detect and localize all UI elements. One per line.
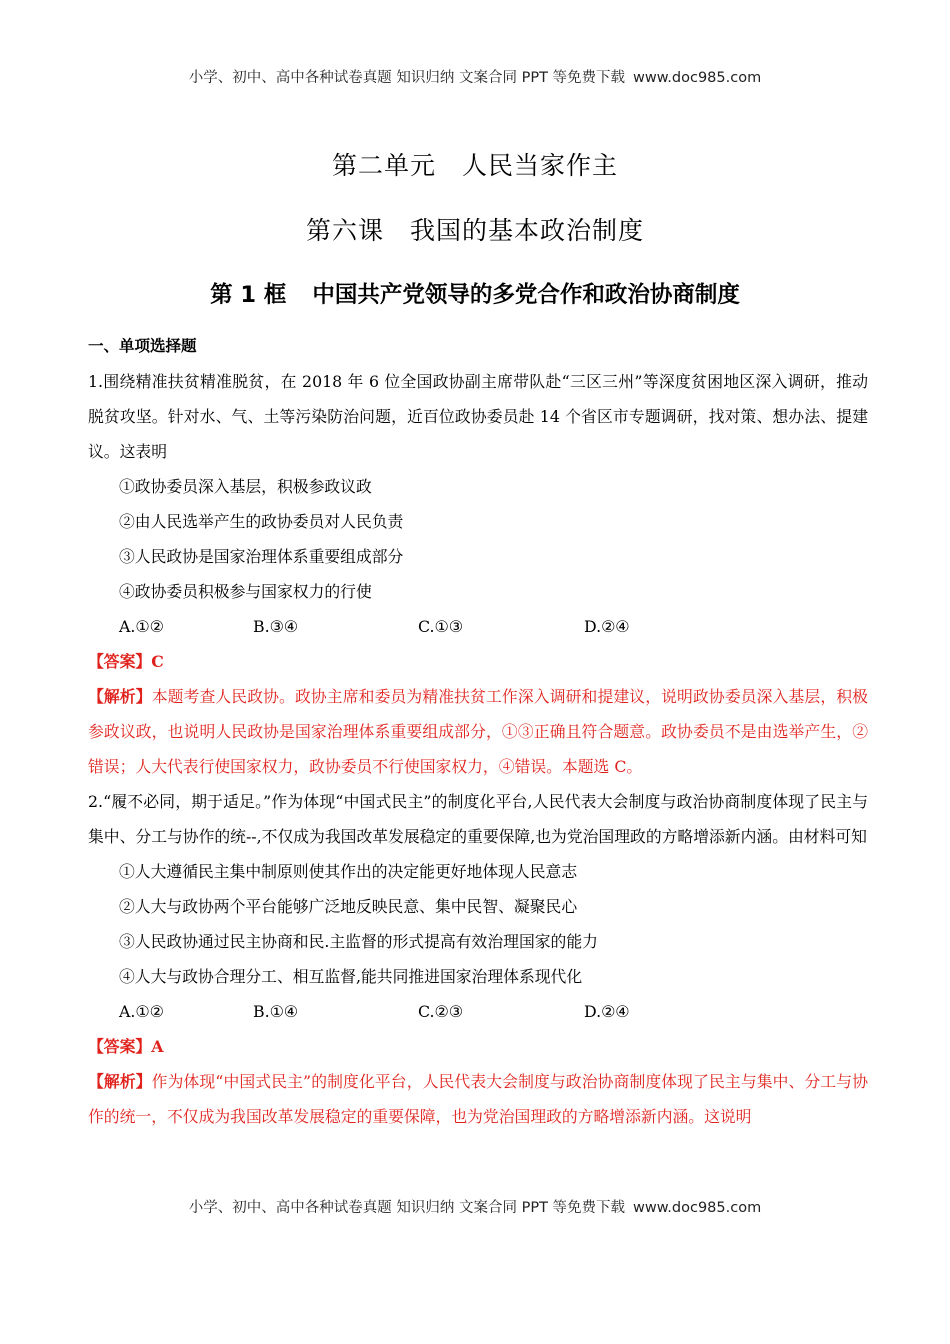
question-2-choice-b: B.①④ xyxy=(253,1002,298,1021)
analysis-tag: 【解析】 xyxy=(88,1072,152,1091)
question-1-stem: 1.围绕精准扶贫精准脱贫，在 2018 年 6 位全国政协副主席带队赴“三区三州”等深度贫困地区深入调研，推动脱贫攻坚。针对水、气、土等污染防治问题，近百位政协委员赴 14 个省区市专题调研，找对策、想办法、提建议。这表明 xyxy=(88,372,868,461)
banner-text: 小学、初中、高中各种试卷真题 知识归纳 文案合同 PPT 等免费下载 xyxy=(188,1200,626,1216)
question-2-choices xyxy=(88,994,868,1029)
unit-title xyxy=(0,146,950,182)
analysis-text: 本题考查人民政协。政协主席和委员为精准扶贫工作深入调研和提建议，说明政协委员深入基层，积极参政议政，也说明人民政协是国家治理体系重要组成部分，①③正确且符合题意。政协委员不是由选举产生，②错误；人大代表行使国家权力，政协委员不行使国家权力，④错误。本题选 C。 xyxy=(88,687,868,776)
section-heading: 一、单项选择题 xyxy=(88,337,197,355)
answer-tag: 【答案】 xyxy=(88,652,152,671)
question-1-option-2: ②由人民选举产生的政协委员对人民负责 xyxy=(119,512,404,531)
lesson-title xyxy=(0,211,950,247)
question-1-choice-c: C.①③ xyxy=(418,617,463,636)
question-1-option-4: ④政协委员积极参与国家权力的行使 xyxy=(119,582,372,601)
question-1-choices xyxy=(88,609,868,644)
question-2-analysis xyxy=(88,1064,868,1134)
question-2-choice-a: A.①② xyxy=(119,1002,164,1021)
question-2-stem: 2.“履不必同，期于适足。”作为体现“中国式民主”的制度化平台,人民代表大会制度与政治协商制度体现了民主与集中、分工与协作的统--,不仅成为我国改革发展稳定的重要保障,也为党治国理政的方略增添新内涵。由材料可知 xyxy=(88,792,868,846)
question-1-option-3: ③人民政协是国家治理体系重要组成部分 xyxy=(119,547,404,566)
answer-value: C xyxy=(151,652,164,671)
footer-banner xyxy=(0,1196,950,1217)
unit-name: 人民当家作主 xyxy=(462,151,619,180)
question-2-choice-c: C.②③ xyxy=(418,1002,463,1021)
unit-number: 第二单元 xyxy=(331,151,436,180)
frame-name: 中国共产党领导的多党合作和政治协商制度 xyxy=(312,282,740,308)
answer-tag: 【答案】 xyxy=(88,1037,152,1056)
question-1-choice-d: D.②④ xyxy=(584,617,630,636)
question-list xyxy=(88,364,868,1134)
header-banner xyxy=(0,66,950,87)
question-2-option-2: ②人大与政协两个平台能够广泛地反映民意、集中民智、凝聚民心 xyxy=(119,897,578,916)
question-2-option-3: ③人民政协通过民主协商和民.主监督的形式提高有效治理国家的能力 xyxy=(119,932,598,951)
banner-text: 小学、初中、高中各种试卷真题 知识归纳 文案合同 PPT 等免费下载 xyxy=(188,70,626,86)
banner-url[interactable]: www.doc985.com xyxy=(633,1200,762,1216)
frame-title xyxy=(0,277,950,309)
question-1-choice-b: B.③④ xyxy=(253,617,298,636)
question-1-analysis xyxy=(88,679,868,784)
lesson-number: 第六课 xyxy=(305,216,384,245)
analysis-text: 作为体现“中国式民主”的制度化平台，人民代表大会制度与政治协商制度体现了民主与集中、分工与协作的统一，不仅成为我国改革发展稳定的重要保障，也为党治国理政的方略增添新内涵。这说明 xyxy=(88,1072,868,1126)
lesson-name: 我国的基本政治制度 xyxy=(410,216,645,245)
question-2-option-4: ④人大与政协合理分工、相互监督,能共同推进国家治理体系现代化 xyxy=(119,967,583,986)
question-1-answer xyxy=(88,644,868,679)
question-2-answer xyxy=(88,1029,868,1064)
question-2-choice-d: D.②④ xyxy=(584,1002,630,1021)
banner-url[interactable]: www.doc985.com xyxy=(633,70,762,86)
question-1-choice-a: A.①② xyxy=(119,617,164,636)
answer-value: A xyxy=(151,1037,164,1056)
frame-number: 第 1 框 xyxy=(210,282,287,308)
question-2-option-1: ①人大遵循民主集中制原则使其作出的决定能更好地体现人民意志 xyxy=(119,862,578,881)
analysis-tag: 【解析】 xyxy=(88,687,152,706)
question-1-option-1: ①政协委员深入基层，积极参政议政 xyxy=(119,477,372,496)
